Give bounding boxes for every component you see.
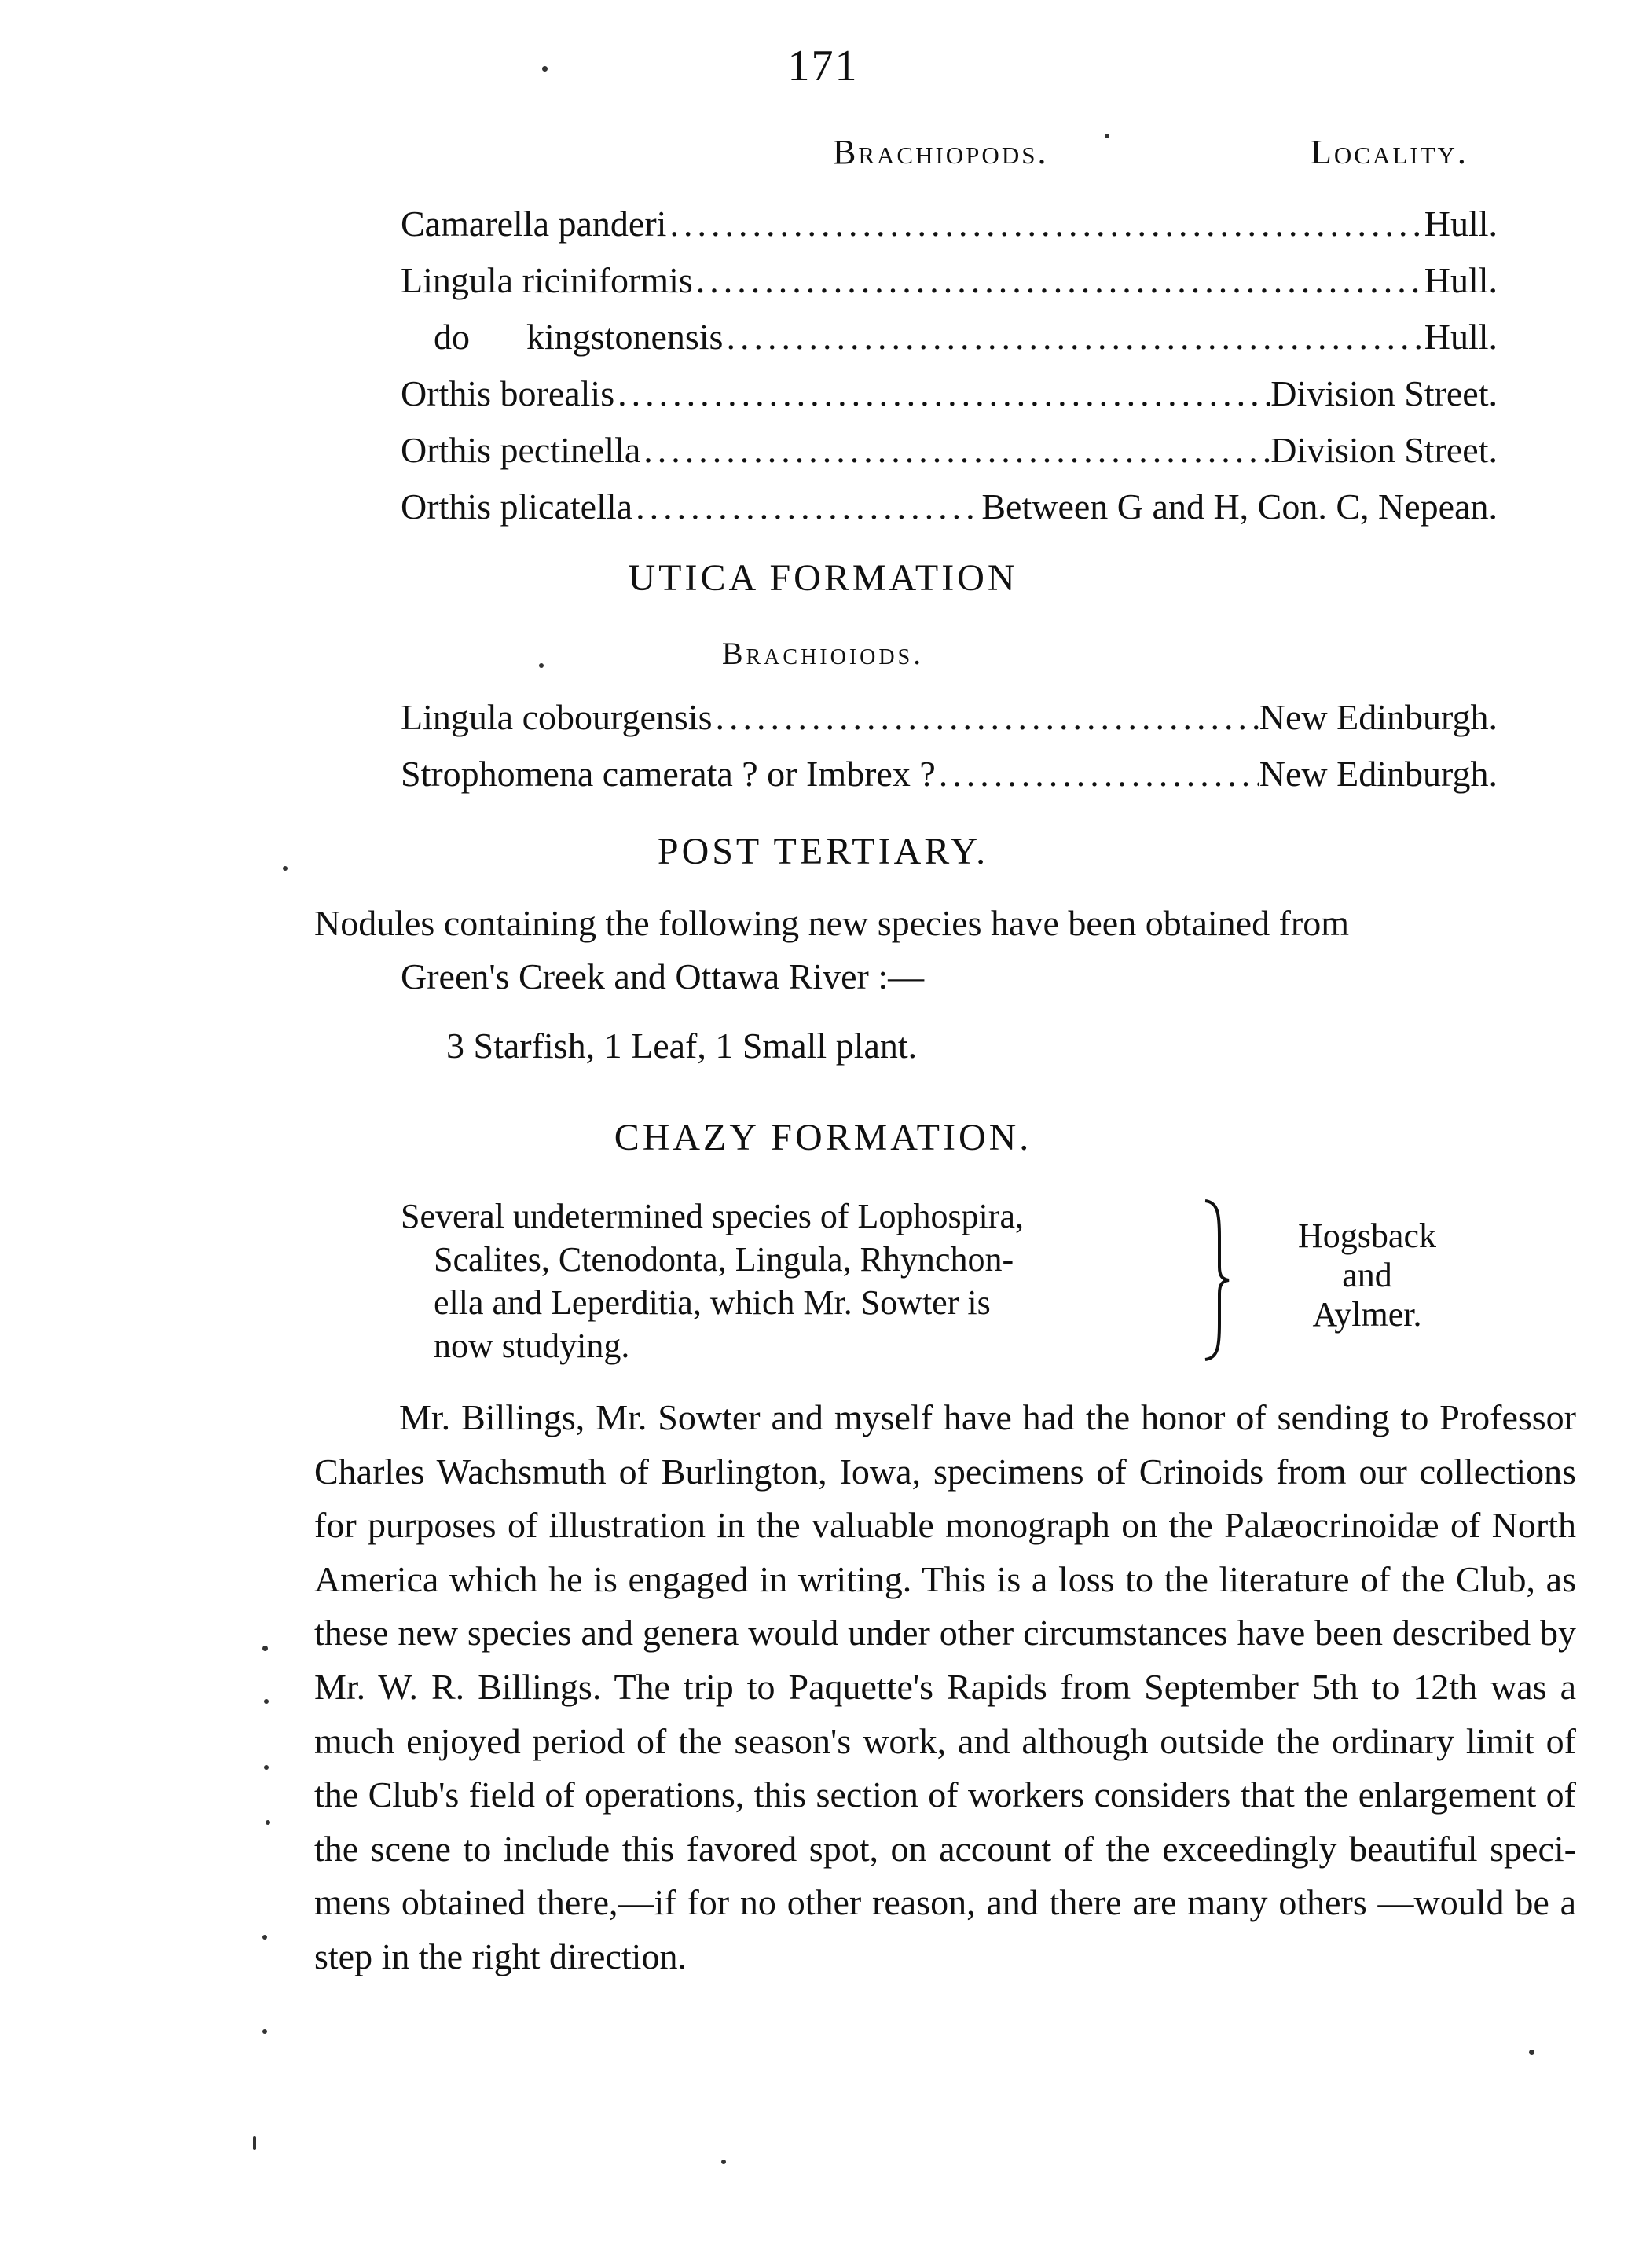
dot-leader: [936, 753, 1259, 795]
ditto-mark: do: [434, 317, 470, 357]
post-tertiary-location: Green's Creek and Ottawa River :—: [401, 956, 925, 996]
brachiopods-heading: Brachiopods.: [833, 133, 1049, 171]
locality: Between G and H, Con. C, Nepean.: [981, 486, 1498, 527]
locality: New Edinburgh.: [1259, 754, 1498, 794]
utica-brachiopods-subheading: Brachioiods.: [721, 636, 925, 671]
species-epithet: kingstonensis: [526, 317, 724, 357]
scan-speck: [262, 2029, 267, 2034]
chazy-line: ella and Leperditia, which Mr. Sowter is: [434, 1283, 991, 1322]
scan-speck: [266, 1820, 270, 1825]
locality: Division Street.: [1270, 430, 1498, 470]
body-paragraph: Mr. Billings, Mr. Sowter and myself have had the honor of sending to Professor Charles Wachsmuth of Burlington, Iowa, specimens of Crinoids from our collections for purposes of illustration in the valuable monograph on the Palæocrinoidæ of North America which he is engaged in writing. This is a loss to the literature of the Club, as these new species and genera would under other circumstances have been described by Mr. W. R. Billings. The trip to Paquette's Rapids from September 5th to 12th was a much enjoyed period of the season's work, and although outside the ordinary limit of the Club's field of operations, this section of workers considers that the enlargement of the scene to include this favored spot, on account of the exceedingly beautiful specimens obtained there,—if for no other reason, and there are many others —would be a step in the right direction.: [314, 1397, 1576, 1976]
species-name: Strophomena camerata ? or Imbrex ?: [401, 754, 936, 794]
locality: New Edinburgh.: [1259, 697, 1498, 737]
species-name: [401, 316, 723, 358]
chazy-locality: [1257, 1217, 1477, 1334]
dot-leader: [666, 203, 1424, 244]
scan-speck: [721, 2160, 726, 2164]
chazy-line: Scalites, Ctenodonta, Lingula, Rhynchon-: [434, 1240, 1014, 1279]
chazy-line: Several undetermined species of Lophospira,: [401, 1197, 1024, 1235]
dot-leader: [712, 696, 1259, 738]
scan-speck: [1105, 134, 1109, 138]
list-item: [401, 753, 1498, 802]
right-brace-icon: [1201, 1198, 1232, 1363]
utica-formation-heading: UTICA FORMATION: [628, 557, 1018, 599]
scan-speck: [542, 66, 548, 72]
scan-speck: [264, 1699, 269, 1704]
species-name: Camarella panderi: [401, 204, 667, 244]
chazy-entry: [401, 1195, 1516, 1375]
species-name: Orthis plicatella: [401, 486, 633, 527]
scan-speck: [1529, 2050, 1534, 2055]
list-item: [401, 259, 1498, 308]
species-name: Orthis borealis: [401, 373, 615, 413]
chazy-locality-line: and: [1342, 1256, 1392, 1294]
chazy-locality-line: Aylmer.: [1312, 1295, 1422, 1334]
scan-speck: [253, 2136, 256, 2150]
species-name: Lingula riciniformis: [401, 260, 693, 300]
list-item: [401, 696, 1498, 745]
locality-heading: Locality.: [1311, 133, 1468, 171]
locality: Hull.: [1424, 317, 1498, 357]
list-item: [401, 372, 1498, 421]
post-tertiary-intro: Nodules containing the following new species have been obtained from: [314, 903, 1350, 943]
dot-leader: [693, 259, 1424, 301]
dot-leader: [614, 372, 1270, 414]
list-item: [401, 429, 1498, 478]
dot-leader: [723, 316, 1424, 358]
dot-leader: [640, 429, 1270, 471]
locality: Hull.: [1424, 204, 1498, 244]
locality: Hull.: [1424, 260, 1498, 300]
species-name: Orthis pectinella: [401, 430, 641, 470]
post-tertiary-specimens: 3 Starfish, 1 Leaf, 1 Small plant.: [446, 1026, 918, 1066]
list-item: [401, 486, 1498, 534]
locality: Division Street.: [1270, 373, 1498, 413]
scan-speck: [264, 1765, 269, 1770]
chazy-description: [401, 1195, 1194, 1367]
post-tertiary-heading: POST TERTIARY.: [657, 831, 989, 872]
page-number: 171: [787, 42, 859, 90]
scan-speck: [283, 866, 288, 871]
scan-speck: [539, 663, 544, 668]
chazy-formation-heading: CHAZY FORMATION.: [614, 1117, 1032, 1158]
species-name: Lingula cobourgensis: [401, 697, 713, 737]
scan-speck: [262, 1646, 268, 1651]
chazy-locality-line: Hogsback: [1298, 1217, 1436, 1255]
list-item: [401, 316, 1498, 365]
dot-leader: [632, 486, 981, 527]
chazy-line: now studying.: [434, 1327, 630, 1365]
scan-speck: [262, 1935, 267, 1940]
list-item: [401, 203, 1498, 251]
